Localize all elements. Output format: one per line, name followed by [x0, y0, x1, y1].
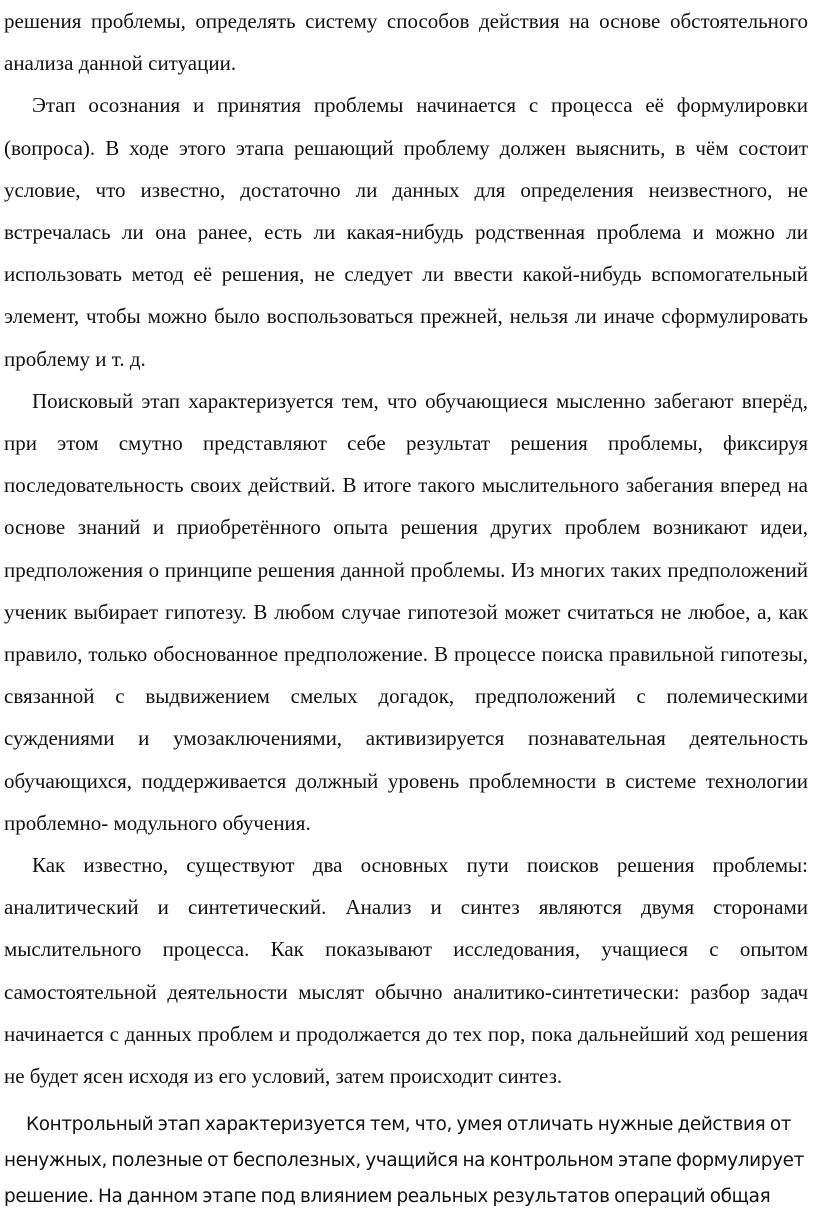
body-text-sans — [4, 1107, 808, 1215]
paragraph-control-stage: Контрольный этап характеризуется тем, что, умея отличать нужные действия от ненужных, полезные от бесполезных, учащийся на контрольном этапе формулирует решение. На данном этапе под влиянием реальных результатов операций общая — [4, 1114, 804, 1208]
paragraph-search-stage: Поисковый этап характеризуется тем, что обучающиеся мысленно забегают вперёд, при этом смутно представляют себе результат решения проблемы, фиксируя последовательность своих действий. В итоге такого мыслительного забегания вперед на основе знаний и приобретённого опыта решения других проблем возникают идеи, предположения о принципе решения данной проблемы. Из многих таких предположений ученик выбирает гипотезу. В любом случае гипотезой может считаться не любое, а, как правило, только обоснованное предположение. В процессе поиска правильной гипотезы, связанной с выдвижением смелых догадок, предположений с полемическими суждениями и умозаключениями, активизируется познавательная деятельность обучающихся, поддерживается должный уровень проблемности в системе технологии проблемно- модульного обучения. — [4, 388, 808, 835]
paragraph-awareness-stage: Этап осознания и принятия проблемы начинается с процесса её формулировки (вопроса). В ходе этого этапа решающий проблему должен выяснить, в чём состоит условие, что известно, достаточно ли данных для определения неизвестного, не встречалась ли она ранее, есть ли какая-нибудь родственная проблема и можно ли использовать метод её решения, не следует ли ввести какой-нибудь вспомогательный элемент, чтобы можно было воспользоваться прежней, нельзя ли иначе сформулировать проблему и т. д. — [4, 93, 808, 371]
paragraph-continuation: решения проблемы, определять систему способов действия на основе обстоятельного анализа данной ситуации. — [4, 9, 808, 76]
body-text — [4, 0, 808, 1097]
paragraph-analysis-synthesis: Как известно, существуют два основных пути поисков решения проблемы: аналитический и синтетический. Анализ и синтез являются двумя сторонами мыслительного процесса. Как показывают исследования, учащиеся с опытом самостоятельной деятельности мыслят обычно аналитико-синтетически: разбор задач начинается с данных проблем и продолжается до тех пор, пока дальнейший ход решения не будет ясен исходя из его условий, затем происходит синтез. — [4, 853, 808, 1089]
